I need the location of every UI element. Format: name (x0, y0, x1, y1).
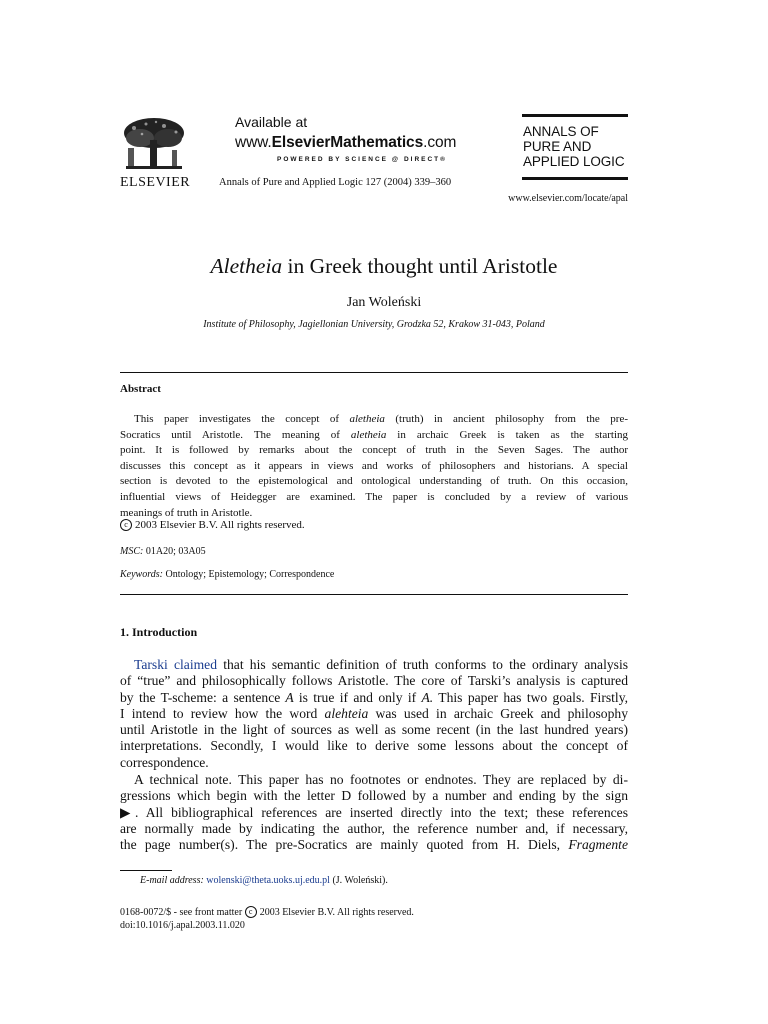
keywords (120, 569, 334, 580)
front-matter-line (120, 906, 414, 918)
text-run: was used in archaic Greek and philosophy (368, 705, 628, 721)
abstract-line: meanings of truth in Aristotle. (120, 506, 253, 519)
line-text (120, 429, 628, 441)
abstract-line: point. It is followed by remarks about the concept of truth in the Seven Sages. The author (120, 444, 628, 457)
italic-term: A (280, 689, 299, 705)
msc-label: MSC: (120, 546, 144, 557)
url-prefix: www. (235, 134, 272, 151)
abstract-line (120, 428, 628, 444)
abstract-text (120, 412, 628, 521)
abstract-line: section is devoted to the epistemological and ontological understanding of truth. On this occasion, (120, 475, 628, 488)
line-text (120, 706, 628, 721)
journal-logo (522, 114, 630, 180)
text-run: the page number(s). The pre-Socratics are mainly quoted from H. Diels, (120, 837, 569, 853)
email-label: E-mail address: (140, 875, 204, 886)
url-suffix: .com (423, 134, 457, 151)
paragraph-1 (120, 657, 628, 771)
paragraph-2 (120, 772, 628, 853)
paragraph-line (120, 690, 628, 706)
text-run: (truth) in ancient philosophy from the pre- (384, 413, 628, 425)
paragraph-line: ▶. All bibliographical references are inserted directly into the text; these references (120, 804, 628, 820)
paragraph-line: are normally made by indicating the author, the reference number and, if necessary, (120, 820, 628, 836)
abstract-heading: Abstract (120, 383, 161, 395)
logo-bottom-bar (522, 177, 628, 180)
author-name: Jan Woleński (346, 295, 422, 310)
section-heading: 1. Introduction (120, 625, 198, 639)
paragraph-line: interpretations. Secondly, I would like to derive some lessons about the concept of (120, 738, 628, 754)
text-run: Socratics until Aristotle. The meaning of (120, 428, 351, 441)
paragraph-line: correspondence. (120, 754, 209, 770)
italic-term: aletheia (350, 428, 387, 441)
journal-url[interactable]: www.elsevier.com/locate/apal (508, 193, 628, 204)
text-run: in archaic Greek is taken as the starting (386, 428, 628, 441)
text-run: This paper has two goals. Firstly, (433, 689, 629, 705)
elsevier-mathematics-link[interactable] (235, 134, 456, 152)
abstract-bottom-rule (120, 594, 628, 595)
powered-by-sciencedirect: POWERED BY SCIENCE @ DIRECT® (277, 156, 447, 163)
paragraph-line (120, 657, 628, 673)
italic-term: aletheia (349, 413, 385, 425)
url-brand: ElsevierMathematics (271, 134, 424, 151)
available-at-label: Available at (235, 114, 308, 130)
line-text (120, 837, 628, 852)
msc-codes (120, 546, 206, 557)
line-text (120, 690, 628, 705)
text-run: that his semantic definition of truth conforms to the ordinary analysis (217, 657, 629, 672)
citation-link[interactable]: Tarski claimed (134, 657, 218, 672)
italic-term: alehteia (324, 705, 369, 721)
publisher-name: ELSEVIER (120, 175, 191, 190)
abstract-line: discusses this concept as it appears in views and works of philosophers and historians. A special (120, 459, 628, 472)
paragraph-line: A technical note. This paper has no footnotes or endnotes. They are replaced by di- (134, 772, 628, 787)
article-title (0, 254, 768, 279)
paragraph-line (120, 706, 628, 722)
email-link[interactable]: wolenski@theta.uoks.uj.edu.pl (206, 875, 330, 886)
abstract-top-rule (120, 372, 628, 373)
copyright-symbol: c (120, 519, 132, 531)
abstract-line: influential views of Heidegger are examined. The paper is concluded by a review of various (120, 490, 628, 503)
paragraph-line: of “true” and philosophically follows Aristotle. The core of Tarski’s analysis is captured (120, 673, 628, 689)
journal-citation: Annals of Pure and Applied Logic 127 (2004) 339–360 (219, 177, 452, 188)
italic-term: Fragmente (568, 837, 628, 853)
email-footnote (140, 875, 388, 886)
paragraph-line: gressions which begin with the letter D followed by a number and ending by the sign (120, 788, 628, 804)
keywords-values: Ontology; Epistemology; Correspondence (165, 569, 335, 580)
italic-term: A. (421, 689, 434, 705)
issn-text: 0168-0072/$ - see front matter (120, 907, 243, 918)
paragraph-line: until Aristotle in the light of sources as well as some recent (in the last hundred years) (120, 722, 628, 738)
author-affiliation: Institute of Philosophy, Jagiellonian University, Grodzka 52, Krakow 31-043, Poland (203, 319, 545, 330)
doi[interactable]: doi:10.1016/j.apal.2003.11.020 (120, 920, 245, 931)
logo-line-1: ANNALS OF (523, 124, 599, 139)
text-run: by the T-scheme: a sentence (120, 689, 281, 705)
keywords-label: Keywords: (120, 569, 163, 580)
elsevier-tree-logo (120, 116, 188, 174)
title-rest: in Greek thought until Aristotle (282, 254, 558, 278)
text-run: I intend to review how the word (120, 705, 325, 721)
abstract-copyright (120, 519, 305, 531)
text-run: This paper investigates the concept of (134, 413, 350, 425)
email-owner: (J. Woleński). (332, 875, 388, 886)
title-italic: Aletheia (210, 254, 283, 278)
logo-top-bar (522, 114, 628, 117)
abstract-line (120, 412, 628, 428)
line-text (134, 413, 628, 425)
logo-line-3: APPLIED LOGIC (523, 154, 625, 169)
issn-copyright: 2003 Elsevier B.V. All rights reserved. (259, 907, 414, 918)
footnote-rule (120, 870, 172, 871)
copyright-symbol: c (245, 906, 257, 918)
logo-line-2: PURE AND (523, 139, 592, 154)
paragraph-line (120, 837, 628, 853)
line-text (134, 657, 628, 672)
text-run: is true if and only if (298, 689, 422, 705)
msc-values: 01A20; 03A05 (145, 546, 206, 557)
copyright-text: 2003 Elsevier B.V. All rights reserved. (135, 519, 305, 531)
